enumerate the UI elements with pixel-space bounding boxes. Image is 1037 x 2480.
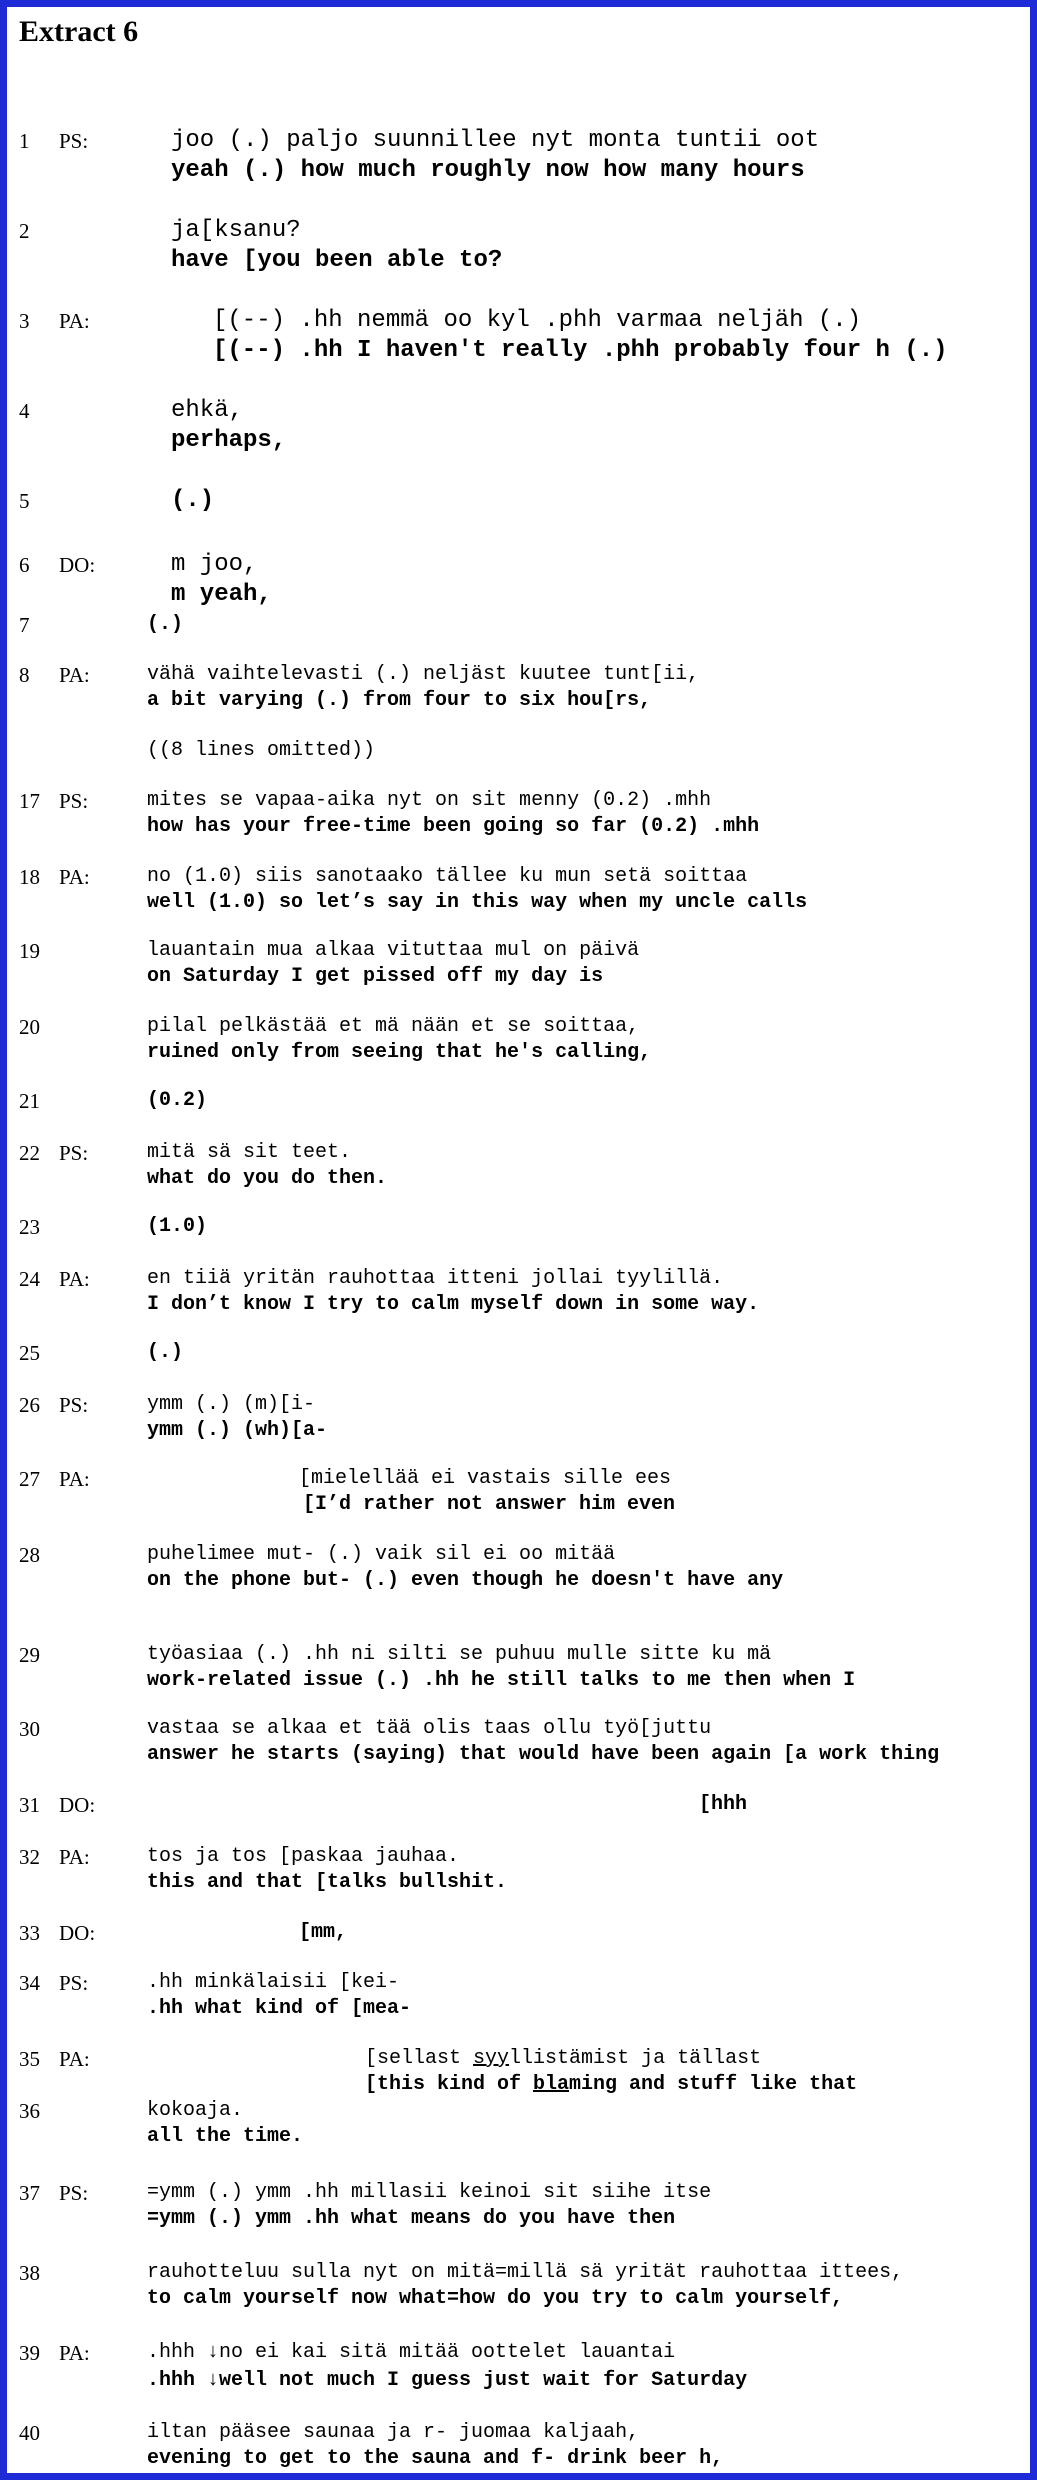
original-text: mites se vapaa-aika nyt on sit menny (0.2) .mhh	[147, 789, 712, 812]
line-number: 34	[19, 1971, 40, 1995]
line-number: 21	[19, 1089, 40, 1113]
line-number: 7	[19, 613, 30, 637]
translation-text: ruined only from seeing that he's calling,	[147, 1041, 652, 1064]
line-number: 40	[19, 2421, 40, 2445]
underlined-stress: bla	[533, 2073, 570, 2096]
translation-text: .hhh ↓well not much I guess just wait for Saturday	[147, 2369, 748, 2392]
translation-text: I don’t know I try to calm myself down in some way.	[147, 1293, 760, 1316]
translation-text: (1.0)	[147, 1215, 208, 1238]
original-text: joo (.) paljo suunnillee nyt monta tuntii oot	[171, 127, 820, 154]
translation-text: [I’d rather not answer him even	[303, 1493, 676, 1516]
translation-text: (.)	[147, 613, 184, 636]
original-text: vähä vaihtelevasti (.) neljäst kuutee tunt[ii,	[147, 663, 700, 686]
line-number: 23	[19, 1215, 40, 1239]
text-segment: [sellast	[365, 2047, 474, 2070]
original-text: ja[ksanu?	[171, 217, 301, 244]
line-number: 32	[19, 1845, 40, 1869]
line-number: 30	[19, 1717, 40, 1741]
line-number: 33	[19, 1921, 40, 1945]
speaker-label: PA:	[59, 1267, 90, 1291]
speaker-label: PS:	[59, 1971, 89, 1995]
translation-text: well (1.0) so let’s say in this way when my uncle calls	[147, 891, 808, 914]
translation-text: on Saturday I get pissed off my day is	[147, 965, 604, 988]
line-number: 4	[19, 399, 30, 423]
speaker-label: PA:	[59, 309, 90, 333]
original-text: .hhh ↓no ei kai sitä mitää oottelet lauantai	[147, 2341, 676, 2364]
original-text: rauhotteluu sulla nyt on mitä=millä sä yrität rauhottaa ittees,	[147, 2261, 904, 2284]
translation-text: have [you been able to?	[171, 247, 503, 274]
translation-text: =ymm (.) ymm .hh what means do you have then	[147, 2207, 676, 2230]
speaker-label: PS:	[59, 1393, 89, 1417]
line-number: 6	[19, 553, 30, 577]
line-number: 8	[19, 663, 30, 687]
extract-title: Extract 6	[19, 15, 139, 48]
original-text: en tiiä yritän rauhottaa itteni jollai tyylillä.	[147, 1267, 724, 1290]
original-text: lauantain mua alkaa vituttaa mul on päivä	[147, 939, 640, 962]
speaker-label: PS:	[59, 2181, 89, 2205]
line-number: 25	[19, 1341, 40, 1365]
translation-text: on the phone but- (.) even though he doesn't have any	[147, 1569, 784, 1592]
translation-text: perhaps,	[171, 427, 287, 454]
original-text: mitä sä sit teet.	[147, 1141, 352, 1164]
text-segment: ming and stuff like that	[569, 2073, 858, 2096]
original-text: pilal pelkästää et mä nään et se soittaa,	[147, 1015, 640, 1038]
translation-text	[365, 2073, 857, 2096]
speaker-label: PS:	[59, 129, 89, 153]
speaker-label: DO:	[59, 553, 96, 577]
line-number: 20	[19, 1015, 40, 1039]
speaker-label: PS:	[59, 789, 89, 813]
line-number: 2	[19, 219, 30, 243]
speaker-label: PS:	[59, 1141, 89, 1165]
translation-text: to calm yourself now what=how do you try to calm yourself,	[147, 2287, 844, 2310]
original-text: tos ja tos [paskaa jauhaa.	[147, 1845, 460, 1868]
line-number: 5	[19, 489, 30, 513]
translation-text: (.)	[171, 487, 215, 514]
translation-text: a bit varying (.) from four to six hou[rs,	[147, 689, 652, 712]
line-number: 3	[19, 309, 30, 333]
translation-text: yeah (.) how much roughly now how many hours	[171, 157, 805, 184]
speaker-label: PA:	[59, 1467, 90, 1491]
speaker-label: PA:	[59, 1845, 90, 1869]
original-text: puhelimee mut- (.) vaik sil ei oo mitää	[147, 1543, 616, 1566]
original-text: vastaa se alkaa et tää olis taas ollu työ[juttu	[147, 1717, 712, 1740]
translation-text: work-related issue (.) .hh he still talks to me then when I	[147, 1669, 856, 1692]
original-text: ((8 lines omitted))	[147, 739, 376, 762]
line-number: 39	[19, 2341, 40, 2365]
translation-text: how has your free-time been going so far (0.2) .mhh	[147, 815, 760, 838]
translation-text: this and that [talks bullshit.	[147, 1871, 508, 1894]
line-number: 24	[19, 1267, 40, 1291]
text-segment: llistämist ja tällast	[509, 2047, 762, 2070]
original-text: kokoaja.	[147, 2099, 244, 2122]
original-text: m joo,	[171, 551, 258, 578]
text-segment: [this kind of	[365, 2073, 534, 2096]
translation-text: [hhh	[699, 1793, 748, 1816]
speaker-label: PA:	[59, 663, 90, 687]
original-text: [(--) .hh nemmä oo kyl .phh varmaa neljäh (.)	[213, 307, 862, 334]
original-text: no (1.0) siis sanotaako tällee ku mun setä soittaa	[147, 865, 748, 888]
original-text: =ymm (.) ymm .hh millasii keinoi sit siihe itse	[147, 2181, 712, 2204]
original-text: työasiaa (.) .hh ni silti se puhuu mulle sitte ku mä	[147, 1643, 772, 1666]
line-number: 38	[19, 2261, 40, 2285]
line-number: 1	[19, 129, 30, 153]
translation-text: .hh what kind of [mea-	[147, 1997, 412, 2020]
line-number: 17	[19, 789, 40, 813]
translation-text: [mm,	[299, 1921, 348, 1944]
translation-text: [(--) .hh I haven't really .phh probably four h (.)	[213, 337, 948, 364]
translation-text: ymm (.) (wh)[a-	[147, 1419, 328, 1442]
translation-text: (0.2)	[147, 1089, 208, 1112]
line-number: 22	[19, 1141, 40, 1165]
original-text: ehkä,	[171, 397, 244, 424]
original-text	[365, 2047, 761, 2070]
speaker-label: PA:	[59, 865, 90, 889]
line-number: 37	[19, 2181, 40, 2205]
line-number: 18	[19, 865, 40, 889]
translation-text: evening to get to the sauna and f- drink beer h,	[147, 2447, 724, 2470]
underlined-stress: syy	[473, 2047, 510, 2070]
line-number: 19	[19, 939, 40, 963]
line-number: 27	[19, 1467, 40, 1491]
line-number: 36	[19, 2099, 40, 2123]
speaker-label: PA:	[59, 2047, 90, 2071]
line-number: 31	[19, 1793, 40, 1817]
original-text: ymm (.) (m)[i-	[147, 1393, 316, 1416]
line-number: 29	[19, 1643, 40, 1667]
translation-text: answer he starts (saying) that would have been again [a work thing	[147, 1743, 940, 1766]
original-text: [mielellää ei vastais sille ees	[299, 1467, 672, 1490]
speaker-label: PA:	[59, 2341, 90, 2365]
line-number: 35	[19, 2047, 40, 2071]
speaker-label: DO:	[59, 1793, 96, 1817]
translation-text: m yeah,	[171, 581, 272, 608]
translation-text: (.)	[147, 1341, 184, 1364]
translation-text: what do you do then.	[147, 1167, 388, 1190]
original-text: iltan pääsee saunaa ja r- juomaa kaljaah,	[147, 2421, 640, 2444]
original-text: .hh minkälaisii [kei-	[147, 1971, 400, 1994]
translation-text: all the time.	[147, 2125, 304, 2148]
line-number: 28	[19, 1543, 40, 1567]
speaker-label: DO:	[59, 1921, 96, 1945]
line-number: 26	[19, 1393, 40, 1417]
